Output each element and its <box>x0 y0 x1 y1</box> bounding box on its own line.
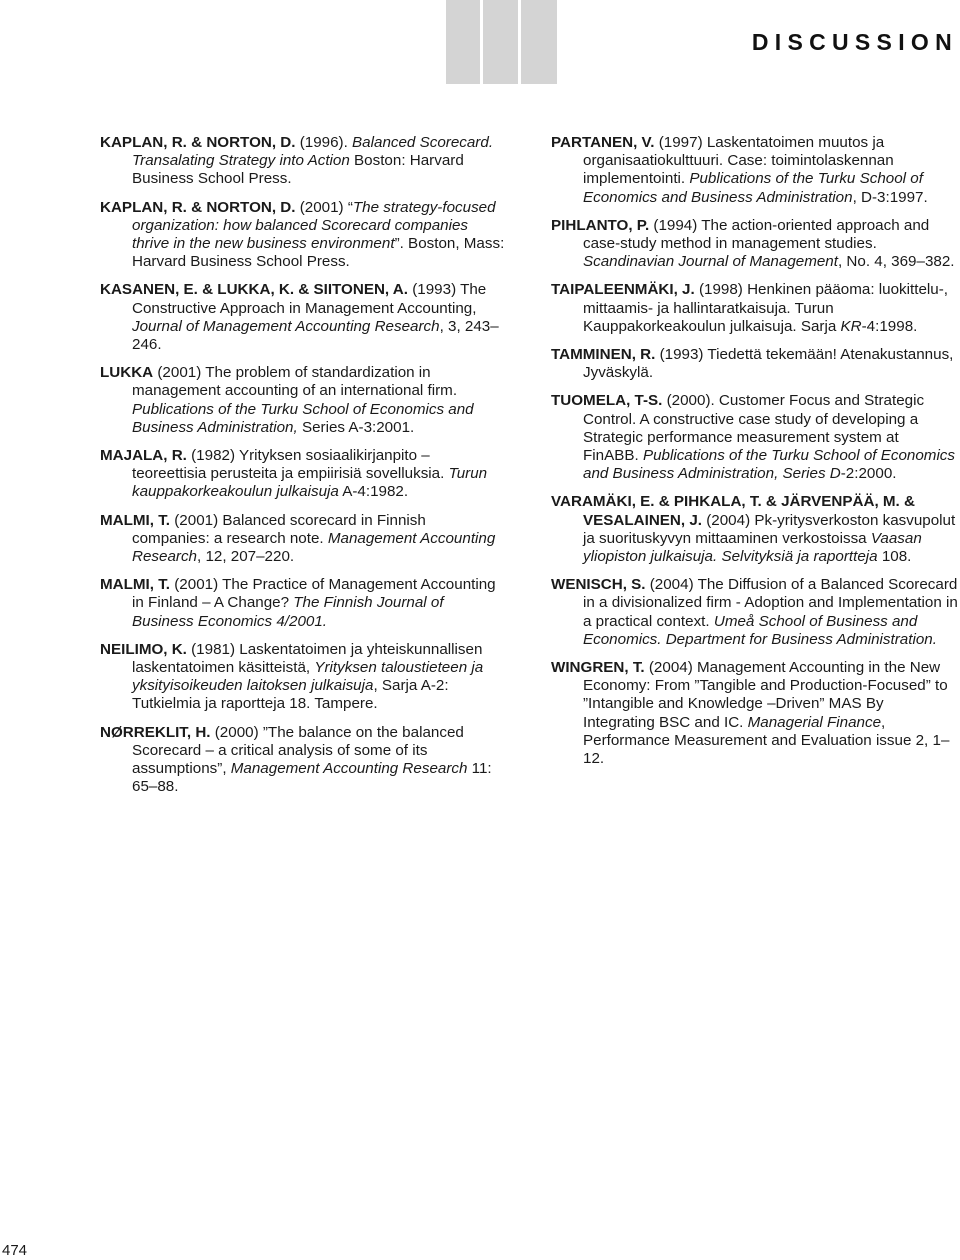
reference-entry: WINGREN, T. (2004) Management Accounting in the New Economy: From ”Tangible and Production-Focused” to ”Intangible and Knowledge –Driven” MAS By Integrating BSC and IC. Managerial Finance, Performance Measurement and Evaluation issue 2, 1–12. <box>551 659 950 768</box>
reference-entry: KAPLAN, R. & NORTON, D. (2001) “The strategy-focused organization: how balanced Scorecard companies thrive in the new business environment”. Boston, Mass: Harvard Business School Press. <box>100 198 505 271</box>
reference-entry: TUOMELA, T-S. (2000). Customer Focus and Strategic Control. A constructive case study of developing a Strategic performance measurement system at FinABB. Publications of the Turku School of Economics and Business Administration, Series D-2:2000. <box>551 392 955 483</box>
reference-author: MALMI, T. <box>100 511 171 529</box>
references-left-column <box>100 134 506 807</box>
reference-entry: TAMMINEN, R. (1993) Tiedettä tekemään! Atenakustannus, Jyväskylä. <box>551 346 954 382</box>
reference-entry: TAIPALEENMÄKI, J. (1998) Henkinen pääoma: luokittelu-, mittaamis- ja hallintaratkaisuja. Turun Kauppakorkeakoulun julkaisuja. Sarja KR-4:1998. <box>551 281 949 335</box>
section-title: DISCUSSION <box>751 29 958 55</box>
reference-author: MAJALA, R. <box>100 447 187 465</box>
reference-entry: VARAMÄKI, E. & PIHKALA, T. & JÄRVENPÄÄ, M. & VESALAINEN, J. (2004) Pk-yritysverkoston kasvupolut ja suorituskyvyn mittaaminen verkostoissa Vaasan yliopiston julkaisuja. Selvityksiä ja raportteja 108. <box>551 493 956 566</box>
page-number: 474 <box>2 1242 28 1259</box>
reference-author: VARAMÄKI, E. & PIHKALA, T. & JÄRVENPÄÄ, M. & VESALAINEN, J. <box>551 493 915 529</box>
reference-author: WENISCH, S. <box>551 576 646 594</box>
reference-author: TAIPALEENMÄKI, J. <box>551 281 695 299</box>
reference-entry: WENISCH, S. (2004) The Diffusion of a Balanced Scorecard in a divisionalized firm - Adoption and Implementation in a practical context. Umeå School of Business and Economics. Department for Business Administration. <box>551 576 958 648</box>
reference-entry: MALMI, T. (2001) The Practice of Management Accounting in Finland – A Change? The Finnish Journal of Business Economics 4/2001. <box>100 576 496 630</box>
reference-author: LUKKA <box>100 364 154 382</box>
reference-entry: KASANEN, E. & LUKKA, K. & SIITONEN, A. (1993) The Constructive Approach in Management Accounting, Journal of Management Accounting Research, 3, 243–246. <box>100 281 499 354</box>
reference-entry: PIHLANTO, P. (1994) The action-oriented approach and case-study method in management studies. Scandinavian Journal of Management, No. 4, 369–382. <box>551 216 955 271</box>
reference-author: MALMI, T. <box>100 576 171 594</box>
reference-entry: NØRREKLIT, H. (2000) ”The balance on the balanced Scorecard – a critical analysis of some of its assumptions”, Management Accounting Research 11: 65–88. <box>100 723 492 796</box>
reference-entry: PARTANEN, V. (1997) Laskentatoimen muutos ja organisaatiokulttuuri. Case: toimintolaskennan implementointi. Publications of the Turku School of Economics and Business Administration, D-3:1997. <box>551 134 928 206</box>
reference-author: NEILIMO, K. <box>100 640 187 658</box>
reference-author: WINGREN, T. <box>551 659 645 677</box>
reference-author: NØRREKLIT, H. <box>100 723 211 741</box>
reference-entry: NEILIMO, K. (1981) Laskentatoimen ja yhteiskunnallisen laskentatoimen käsitteistä, Yrityksen taloustieteen ja yksityisoikeuden laitoksen julkaisuja, Sarja A-2: Tutkielmia ja raportteja 18. Tampere. <box>100 640 484 713</box>
references-right-column <box>551 134 958 778</box>
reference-author: PIHLANTO, P. <box>551 216 650 234</box>
reference-author: KASANEN, E. & LUKKA, K. & SIITONEN, A. <box>100 281 408 299</box>
reference-author: TUOMELA, T-S. <box>551 392 663 410</box>
reference-entry: KAPLAN, R. & NORTON, D. (1996). Balanced Scorecard. Transalating Strategy into Action Boston: Harvard Business School Press. <box>100 134 494 188</box>
reference-author: PARTANEN, V. <box>551 134 655 151</box>
reference-author: KAPLAN, R. & NORTON, D. <box>100 134 296 151</box>
reference-entry: LUKKA (2001) The problem of standardization in management accounting of an international firm. Publications of the Turku School of Economics and Business Administration, Series A-3:2001. <box>100 364 474 436</box>
reference-author: TAMMINEN, R. <box>551 346 656 364</box>
reference-author: KAPLAN, R. & NORTON, D. <box>100 198 296 216</box>
reference-entry: MAJALA, R. (1982) Yrityksen sosiaalikirjanpito – teoreettisia perusteita ja empiirisiä sovelluksia. Turun kauppakorkeakoulun julkaisuja A-4:1982. <box>100 447 488 501</box>
reference-entry: MALMI, T. (2001) Balanced scorecard in Finnish companies: a research note. Management Accounting Research, 12, 207–220. <box>100 511 496 566</box>
